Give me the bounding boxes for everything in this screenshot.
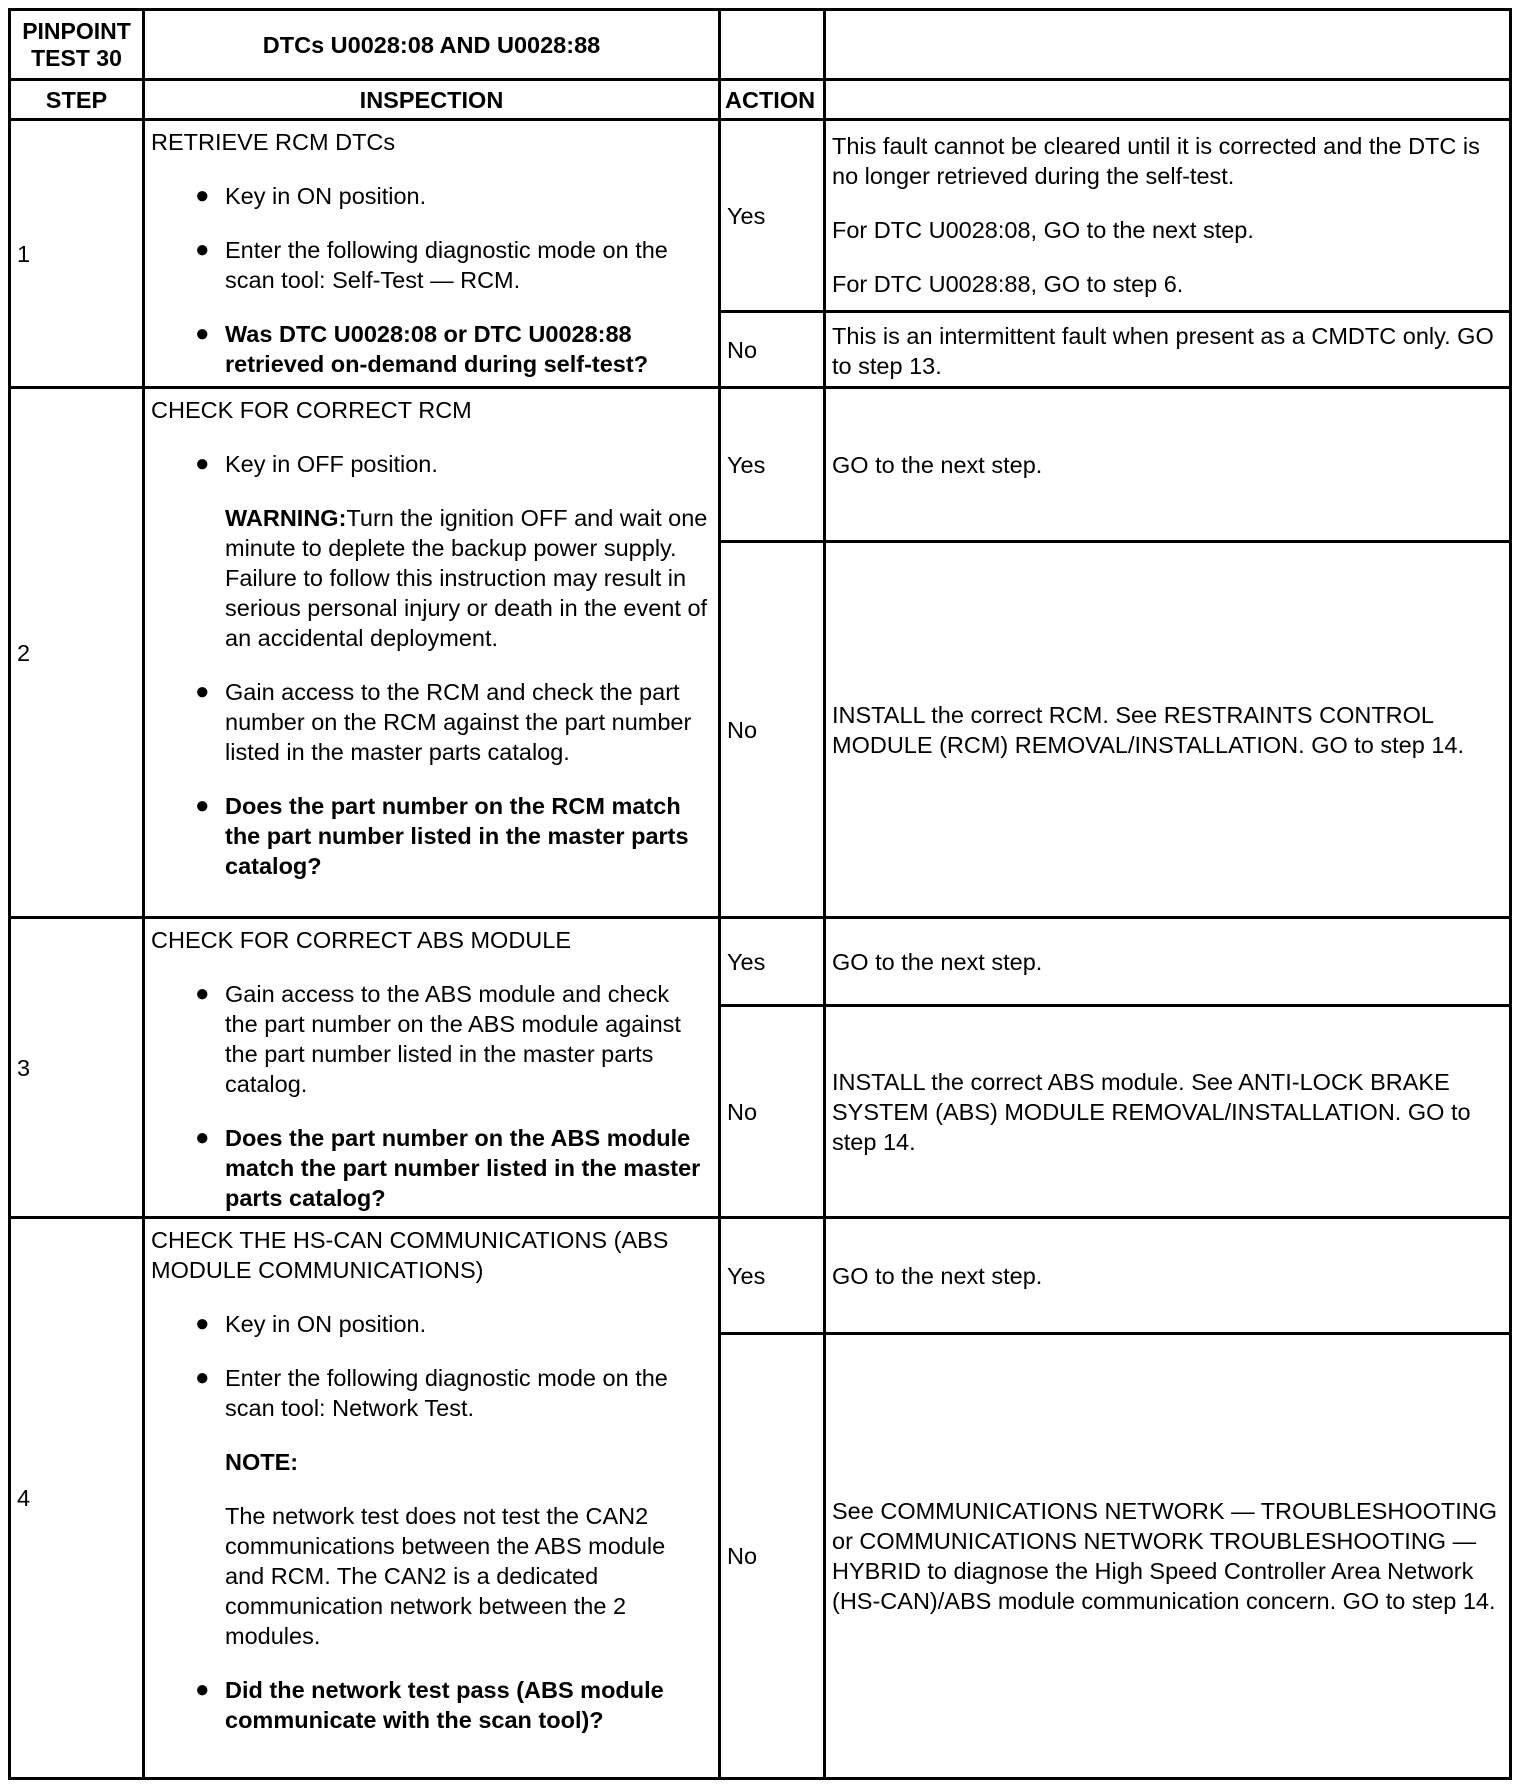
list-item: ● Key in ON position. [195,1310,427,1337]
yes-label: Yes [727,451,766,478]
list-item [195,1123,708,1213]
list-item: ● Key in ON position. [195,182,427,209]
no-action: This is an intermittent fault when present as a CMDTC only. GO to step 13. [832,323,1494,379]
list-item: ● Enter the following diagnostic mode on the scan tool: Self-Test — RCM. [195,236,668,293]
yes-action: This fault cannot be cleared until it is corrected and the DTC is no longer retrieved during the self-test. For DTC U0028:08, GO to the next step. For DTC U0028:88, GO to step 6. [832,133,1480,297]
bullet-icon: ● [195,1364,210,1391]
bullet-icon: ● [195,980,210,1007]
no-action: See COMMUNICATIONS NETWORK — TROUBLESHOOTING or COMMUNICATIONS NETWORK TROUBLESHOOTING — HYBRID to diagnose the High Speed Controller Area Network (HS-CAN)/ABS module communication concern. GO to step 14. [832,1498,1498,1614]
yes-label: Yes [727,202,766,229]
column-header-inspection: INSPECTION [359,86,504,113]
note-text: The network test does not test the CAN2 communications between the ABS module and RCM. The CAN2 is a dedicated communication network between the 2 modules. [225,1503,666,1649]
bullet-icon: ● [195,1676,210,1703]
column-header-action: ACTION [725,86,816,113]
table-border-right [1509,8,1512,1780]
pinpoint-test-table [8,8,1512,1780]
step-title: CHECK FOR CORRECT ABS MODULE [151,927,572,953]
no-label: No [727,1098,758,1125]
step-number: 1 [17,240,31,267]
step-title: CHECK THE HS-CAN COMMUNICATIONS (ABS MODULE COMMUNICATIONS) [151,1227,669,1283]
step-question: Does the part number on the RCM match the part number listed in the master parts catalog? [225,793,689,879]
yes-label: Yes [727,948,766,975]
no-label: No [727,1543,758,1569]
step-number: 2 [17,639,31,666]
step-number: 3 [17,1054,31,1081]
step-inspection [145,389,718,916]
pinpoint-test-label: PINPOINT TEST 30 [22,17,131,71]
bullet-icon: ● [195,678,210,705]
list-item [195,319,708,379]
list-item [195,1675,708,1735]
bullet-icon: ● [195,1124,210,1151]
list-item: ● Gain access to the RCM and check the part number on the RCM against the part number listed in the master parts catalog. [195,678,692,765]
no-label: No [727,336,758,363]
list-item: ● Enter the following diagnostic mode on the scan tool: Network Test. [195,1364,668,1421]
step-question: Was DTC U0028:08 or DTC U0028:88 retrieved on-demand during self-test? [225,321,649,377]
yes-action: GO to the next step. [832,948,1043,975]
bullet-icon: ● [195,182,210,209]
step-question: Does the part number on the ABS module match the part number listed in the master parts catalog? [225,1125,701,1211]
step-question: Did the network test pass (ABS module communicate with the scan tool)? [225,1677,664,1733]
list-item [195,791,708,881]
page-title: DTCs U0028:08 AND U0028:88 [262,31,601,58]
list-item: ● Gain access to the ABS module and check the part number on the ABS module against the part number listed in the master parts catalog. [195,980,681,1097]
bullet-icon: ● [195,450,210,477]
list-item: ● Key in OFF position. [195,450,438,477]
step-inspection [145,121,718,386]
bullet-icon: ● [195,320,210,347]
note-label: NOTE: [225,1449,299,1475]
yes-label: Yes [727,1262,766,1289]
table-border-bottom [8,1777,1512,1780]
step-title: RETRIEVE RCM DTCs [151,129,396,155]
step-inspection [145,919,718,1216]
yes-action: GO to the next step. [832,451,1043,478]
no-action: INSTALL the correct RCM. See RESTRAINTS CONTROL MODULE (RCM) REMOVAL/INSTALLATION. GO to step 14. [832,701,1465,758]
bullet-icon: ● [195,236,210,263]
step-number: 4 [17,1485,31,1511]
bullet-icon: ● [195,792,210,819]
step-title: CHECK FOR CORRECT RCM [151,397,472,423]
no-label: No [727,716,758,743]
bullet-icon: ● [195,1310,210,1337]
yes-action: GO to the next step. [832,1262,1043,1289]
no-action: INSTALL the correct ABS module. See ANTI-LOCK BRAKE SYSTEM (ABS) MODULE REMOVAL/INSTALLATION. GO to step 14. [832,1068,1471,1155]
warning-text: WARNING:Turn the ignition OFF and wait one minute to deplete the backup power supply. Failure to follow this instruction may result in serious personal injury or death in the event of an accidental deployment. [225,505,708,651]
step-inspection [145,1219,718,1777]
column-header-step: STEP [45,86,108,113]
